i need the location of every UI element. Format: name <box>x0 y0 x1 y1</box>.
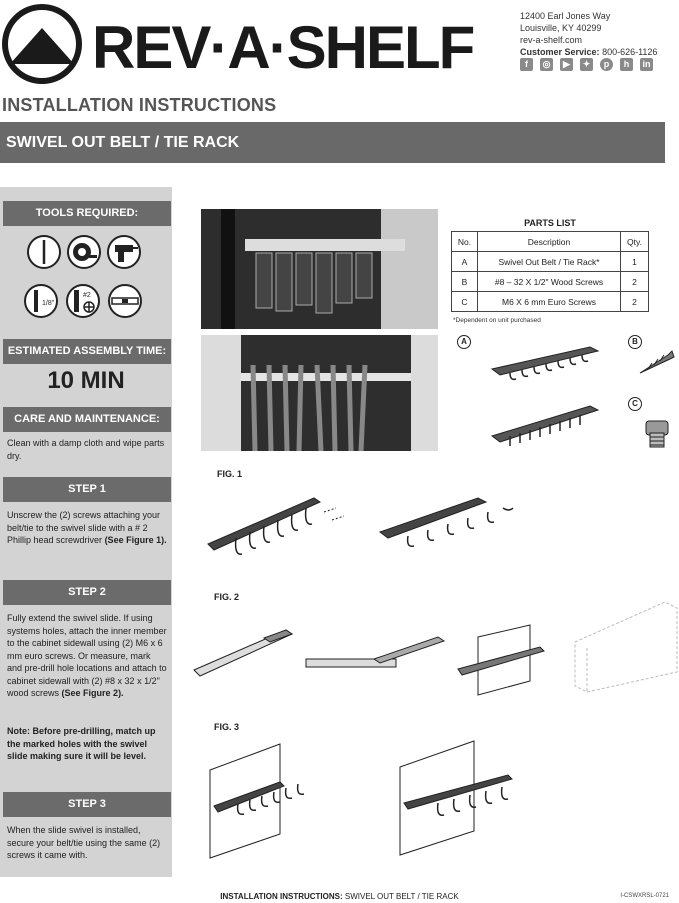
wood-screw-icon <box>638 347 678 377</box>
customer-service-label: Customer Service: <box>520 47 600 57</box>
parts-list-title: PARTS LIST <box>524 218 576 228</box>
header-description: Description <box>478 232 621 252</box>
step3-heading: STEP 3 <box>3 792 171 817</box>
figure-1-label: FIG. 1 <box>217 469 243 479</box>
step2-text: Fully extend the swivel slide. If using systems holes, attach the inner member to the cabinet sidewall using (2) M6 x 6 mm euro screws. Or measure, mark and pre-drill hole locations and attach to cabinet sidewall with (2) #8 x 32 x 1/2" wood screws <box>7 613 167 698</box>
part-no: B <box>452 272 478 292</box>
instagram-icon[interactable]: ◎ <box>540 58 553 71</box>
part-badge-b: B <box>628 335 642 349</box>
address-line-1: 12400 Earl Jones Way <box>520 11 611 21</box>
houzz-icon[interactable]: h <box>620 58 633 71</box>
brand-logo <box>0 0 474 88</box>
part-no: C <box>452 292 478 312</box>
step1-reference: (See Figure 1). <box>104 535 167 545</box>
website-link[interactable]: rev-a-shelf.com <box>520 35 583 45</box>
step3-text: When the slide swivel is installed, secure your belt/tie using the same (2) screws it came with. <box>7 825 161 860</box>
phillips-screwdriver-icon <box>66 284 100 318</box>
table-row <box>452 292 649 312</box>
figure-2-slide-mounted <box>456 625 566 700</box>
level-icon <box>108 284 142 318</box>
step2-note: Note: Before pre-drilling, match up the marked holes with the swivel slide making sure it will be level. <box>7 726 156 761</box>
header-no: No. <box>452 232 478 252</box>
figure-1-right <box>378 492 528 567</box>
care-text: Clean with a damp cloth and wipe parts dry. <box>7 438 165 461</box>
parts-footnote: *Dependent on unit purchased <box>453 317 541 324</box>
pinterest-icon[interactable]: p <box>600 58 613 71</box>
page-heading: INSTALLATION INSTRUCTIONS <box>2 95 277 115</box>
product-photo-bottom <box>201 335 438 451</box>
pencil-icon <box>27 235 61 269</box>
step2-reference: (See Figure 2). <box>61 688 124 698</box>
svg-text:REV·A·SHELF: REV·A·SHELF <box>92 14 474 81</box>
rack-illustration-a <box>490 343 610 383</box>
part-no: A <box>452 252 478 272</box>
part-qty: 2 <box>621 292 649 312</box>
figure-3-left <box>208 740 328 860</box>
tape-measure-icon <box>67 235 101 269</box>
figure-2-slide-extended <box>304 633 454 678</box>
product-title-bar <box>0 122 665 163</box>
drill-icon <box>107 235 141 269</box>
part-description: M6 X 6 mm Euro Screws <box>478 292 621 312</box>
drill-bit-icon <box>24 284 58 318</box>
figure-2-cabinet <box>565 602 679 697</box>
euro-screw-icon <box>640 415 679 451</box>
care-heading: CARE AND MAINTENANCE: <box>3 407 171 432</box>
part-badge-a: A <box>457 335 471 349</box>
youtube-icon[interactable]: ▶ <box>560 58 573 71</box>
step2-body <box>7 612 167 700</box>
figure-1-left <box>206 492 356 567</box>
customer-service-phone[interactable]: 800-626-1126 <box>602 47 658 57</box>
social-icons <box>520 58 653 71</box>
figure-2-label: FIG. 2 <box>214 592 240 602</box>
step1-text: Unscrew the (2) screws attaching your belt/tie to the swivel slide with a # 2 Phillip head screwdriver <box>7 510 161 545</box>
page-footer <box>0 892 679 901</box>
step2-heading: STEP 2 <box>3 580 171 605</box>
step1-body <box>7 509 167 547</box>
footer-product: SWIVEL OUT BELT / TIE RACK <box>342 892 459 901</box>
address-line-2: Louisville, KY 40299 <box>520 23 602 33</box>
figure-3-label: FIG. 3 <box>214 722 240 732</box>
screwdriver-size-label: #2 <box>83 292 91 299</box>
document-code: I-CSWXRSL-0721 <box>620 893 669 899</box>
part-badge-c: C <box>628 397 642 411</box>
table-row <box>452 252 649 272</box>
drill-bit-size-label: 1/8" <box>42 300 55 307</box>
product-title: SWIVEL OUT BELT / TIE RACK <box>6 134 240 151</box>
parts-table-header <box>452 232 649 252</box>
step1-heading: STEP 1 <box>3 477 171 502</box>
figure-2-slide-closed <box>192 624 302 684</box>
part-description: Swivel Out Belt / Tie Rack* <box>478 252 621 272</box>
twitter-icon[interactable]: ✦ <box>580 58 593 71</box>
facebook-icon[interactable]: f <box>520 58 533 71</box>
assembly-time-value: 10 MIN <box>47 367 125 394</box>
part-qty: 2 <box>621 272 649 292</box>
parts-table <box>451 231 649 312</box>
figure-3-right <box>398 737 528 857</box>
product-photo-top <box>201 209 438 329</box>
rack-illustration-b <box>490 400 610 450</box>
contact-block <box>520 10 657 58</box>
linkedin-icon[interactable]: in <box>640 58 653 71</box>
customer-service <box>520 46 657 58</box>
assembly-time-heading: ESTIMATED ASSEMBLY TIME: <box>3 339 171 364</box>
footer-bold: INSTALLATION INSTRUCTIONS: <box>220 892 343 901</box>
part-description: #8 – 32 X 1/2" Wood Screws <box>478 272 621 292</box>
instructions-sidebar <box>0 187 172 877</box>
tools-heading: TOOLS REQUIRED: <box>3 201 171 226</box>
header-qty: Qty. <box>621 232 649 252</box>
table-row <box>452 272 649 292</box>
part-qty: 1 <box>621 252 649 272</box>
